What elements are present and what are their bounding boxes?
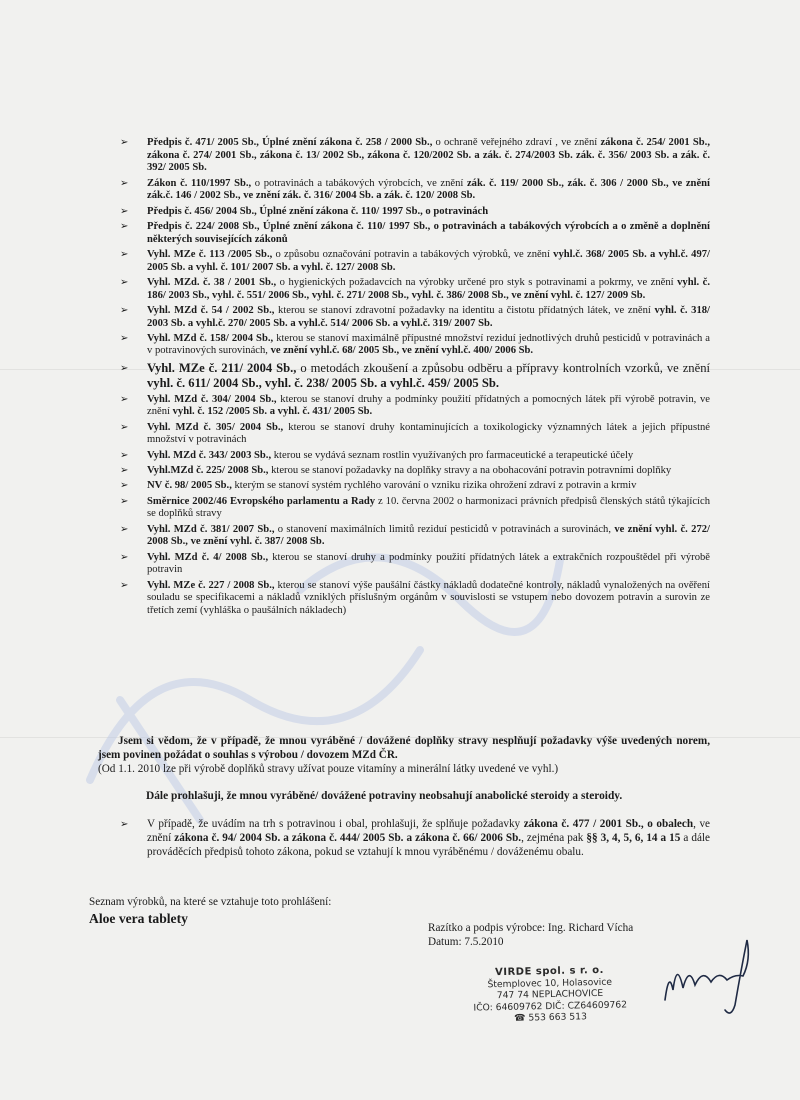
legislation-item — [120, 221, 710, 246]
legislation-amendments: vyhl. č. 186/ 2003 Sb., vyhl. č. 551/ 2006 Sb., vyhl. č. 271/ 2008 Sb., vyhl. č. 386/ 2008 Sb., ve znění vyhl. č. 127/ 2009 Sb. — [147, 276, 711, 301]
legislation-amendments: ve znění vyhl.č. 68/ 2005 Sb., ve znění vyhl.č. 400/ 2006 Sb. — [270, 345, 534, 357]
legislation-reference: Vyhl. MZd č. 381/ 2007 Sb., — [147, 523, 275, 535]
arrow-bullet-icon: ➢ — [120, 276, 129, 288]
arrow-bullet-icon: ➢ — [120, 465, 129, 477]
legislation-description: o potravinách a tabákových výrobcích, ve znění — [251, 177, 467, 189]
legislation-amendments: zákona č. 254/ 2001 Sb., zákona č. 274/ 2001 Sb., zákona č. 13/ 2002 Sb., zákona č. 120/2002 Sb. a zák. č. 274/2003 Sb. zák. č. 356/ 2003 Sb. a zák. č. 392/ 2005 Sb. — [147, 137, 710, 174]
arrow-bullet-icon: ➢ — [120, 177, 129, 189]
stamp-phone: ☎ 553 663 513 — [513, 1011, 587, 1024]
legislation-item — [120, 552, 710, 577]
legislation-item — [120, 394, 710, 419]
legislation-item — [120, 333, 710, 358]
legislation-description: o ochraně veřejného zdraví , ve znění — [432, 137, 601, 148]
packaging-text: V případě, že uvádím na trh s potravinou i obal, prohlašuji, že splňuje požadavky — [147, 818, 524, 830]
arrow-bullet-icon: ➢ — [120, 523, 129, 535]
legislation-item — [120, 580, 710, 618]
legislation-item — [120, 249, 710, 274]
product-name: Aloe vera tablety — [89, 911, 188, 926]
packaging-sections: §§ 3, 4, 5, 6, 14 a 15 — [586, 831, 681, 844]
legislation-reference: Vyhl. MZd č. 54 / 2002 Sb., — [147, 304, 275, 316]
legislation-amendments: vyhl. č. 611/ 2004 Sb., vyhl. č. 238/ 2005 Sb. a vyhl.č. 459/ 2005 Sb. — [147, 375, 499, 390]
legislation-description: kterou se stanoví maximálně přípustné množství reziduí jednotlivých druhů pesticidů v potravinách a v potravinových surovinách, — [147, 332, 711, 357]
arrow-bullet-icon: ➢ — [120, 819, 129, 830]
legislation-item — [120, 422, 710, 447]
legislation-reference: Vyhl. MZd č. 158/ 2004 Sb., — [147, 332, 274, 344]
declaration-note: (Od 1.1. 2010 lze při výrobě doplňků stravy užívat pouze vitamíny a minerální látky uvedené ve vyhl.) — [98, 762, 559, 775]
legislation-item — [120, 178, 710, 203]
legislation-amendments: ve znění vyhl. č. 272/ 2008 Sb., ve znění vyhl. č. 387/ 2008 Sb. — [147, 523, 710, 548]
packaging-amendments: zákona č. 94/ 2004 Sb. a zákona č. 444/ 2005 Sb. a zákona č. 66/ 2006 Sb. — [174, 831, 522, 844]
declaration-steroids: Dále prohlašuji, že mnou vyráběné/ dovážené potraviny neobsahují anabolické steroidy a steroidy. — [146, 790, 623, 802]
legislation-item — [120, 137, 710, 175]
arrow-bullet-icon: ➢ — [120, 551, 129, 563]
legislation-amendments: vyhl. č. 152 /2005 Sb. a vyhl. č. 431/ 2005 Sb. — [172, 406, 373, 418]
legislation-item — [120, 305, 710, 330]
legislation-amendments: zák. č. 119/ 2000 Sb., zák. č. 306 / 2000 Sb., ve znění zák.č. 146 / 2002 Sb., ve znění zák. č. 316/ 2004 Sb. a zák. č. 120/ 2008 Sb. — [147, 177, 710, 202]
company-stamp — [469, 964, 630, 1025]
legislation-reference: Vyhl. MZe č. 227 / 2008 Sb., — [147, 579, 275, 591]
packaging-declaration — [120, 818, 710, 859]
date-line: Datum: 7.5.2010 — [428, 936, 504, 948]
arrow-bullet-icon: ➢ — [120, 332, 129, 344]
legislation-reference: Vyhl. MZe č. 211/ 2004 Sb., — [147, 360, 297, 375]
legislation-description: o metodách zkoušení a způsobu odběru a přípravy kontrolních vzorků, ve znění — [296, 360, 710, 375]
legislation-description: kterou se stanoví zdravotní požadavky na identitu a čistotu přídatných látek, ve znění — [274, 304, 655, 316]
legislation-description: kterou se vydává seznam rostlin využívaných pro farmaceutické a terapeutické účely — [271, 449, 634, 461]
legislation-description: kterou se stanoví výše paušální částky nákladů dodatečné kontroly, nákladů vynaložených na ověření souladu se specifikacemi a nákladů vzniklých příslušným orgánům v souvislosti se vstupem nebo dovozem potravin a surovin ze třetích zemí (vyhláška o paušálních nákladech) — [147, 579, 710, 616]
legislation-amendments: vyhl.č. 368/ 2005 Sb. a vyhl.č. 497/ 2005 Sb. a vyhl. č. 101/ 2007 Sb. a vyhl. č. 127/ 2008 Sb. — [147, 248, 711, 273]
legislation-reference: Předpis č. 224/ 2008 Sb., Úplné znění zákona č. 110/ 1997 Sb., o potravinách a tabákových výrobcích a o změně a doplnění některých souvisejících zákonů — [147, 220, 710, 245]
arrow-bullet-icon: ➢ — [120, 137, 129, 148]
product-list-label: Seznam výrobků, na které se vztahuje toto prohlášení: — [89, 896, 332, 908]
legislation-reference: Vyhl. MZe č. 113 /2005 Sb., — [147, 248, 273, 260]
legislation-reference: Vyhl. MZd č. 304/ 2004 Sb., — [147, 393, 277, 405]
legislation-item — [120, 465, 710, 478]
legislation-description: kterou se stanoví druhy a podmínky použití přídatných látek a extrakčních rozpouštědel při výrobě potravin — [147, 551, 710, 576]
arrow-bullet-icon: ➢ — [120, 480, 129, 492]
legislation-reference: Vyhl.MZd č. 225/ 2008 Sb., — [147, 465, 269, 477]
legislation-item — [120, 206, 710, 219]
legislation-description: o stanovení maximálních limitů reziduí pesticidů v potravinách a surovinách, — [274, 523, 615, 535]
legislation-reference: Předpis č. 471/ 2005 Sb., Úplné znění zákona č. 258 / 2000 Sb., — [147, 137, 433, 148]
legislation-description: kterou se stanoví druhy a podmínky použití přídatných a pomocných látek při výrobě potravin, ve znění — [147, 393, 710, 418]
legislation-description: z 10. června 2002 o harmonizaci právních předpisů členských států týkajících se doplňků stravy — [147, 495, 710, 520]
legislation-reference: Směrnice 2002/46 Evropského parlamentu a Rady — [147, 495, 376, 507]
arrow-bullet-icon: ➢ — [120, 205, 129, 217]
legislation-reference: Předpis č. 456/ 2004 Sb., Úplné znění zákona č. 110/ 1997 Sb., o potravinách — [147, 205, 489, 217]
legislation-reference: NV č. 98/ 2005 Sb., — [147, 480, 232, 492]
legislation-item — [120, 480, 710, 493]
legislation-list — [120, 137, 710, 620]
declaration-section — [98, 735, 710, 776]
legislation-reference: Zákon č. 110/1997 Sb., — [147, 177, 252, 189]
arrow-bullet-icon: ➢ — [120, 304, 129, 316]
legislation-item — [120, 496, 710, 521]
legislation-description: o způsobu označování potravin a tabákových výrobků, ve znění — [272, 248, 554, 260]
legislation-reference: Vyhl. MZd č. 343/ 2003 Sb., — [147, 449, 272, 461]
legislation-description: kterou se stanoví druhy kontaminujících a toxikologicky významných látek a jejich přípustné množství v potravinách — [147, 421, 711, 446]
stamp-ids: IČO: 64609762 DIČ: CZ64609762 — [473, 998, 628, 1014]
legislation-item — [120, 450, 710, 463]
arrow-bullet-icon: ➢ — [120, 449, 129, 461]
legislation-amendments: vyhl. č. 318/ 2003 Sb. a vyhl.č. 270/ 2005 Sb. a vyhl.č. 514/ 2006 Sb. a vyhl.č. 319/ 2007 Sb. — [147, 304, 711, 329]
arrow-bullet-icon: ➢ — [120, 579, 129, 591]
legislation-item — [120, 524, 710, 549]
handwritten-signature — [655, 930, 765, 1020]
signature-line: Razítko a podpis výrobce: Ing. Richard Vícha — [428, 922, 634, 934]
arrow-bullet-icon: ➢ — [120, 220, 129, 232]
declaration-approval: Jsem si vědom, že v případě, že mnou vyráběné / dovážené doplňky stravy nesplňují požadavky výše uvedených norem, jsem povinen požádat o souhlas s výrobou / dovozem MZd ČR. — [98, 735, 710, 761]
packaging-text: a dále prováděcích předpisů tohoto zákona, pokud se vztahují k mnou vyráběnému / dováženému obalu. — [147, 831, 710, 858]
packaging-law: zákona č. 477 / 2001 Sb., o obalech — [523, 818, 694, 830]
legislation-description: kterým se stanoví systém rychlého varování o vzniku rizika ohrožení zdraví z potravin a krmiv — [231, 480, 637, 492]
legislation-description: o hygienických požadavcích na výrobky určené pro styk s potravinami a pokrmy, ve znění — [276, 276, 678, 288]
packaging-text: , zejména pak — [521, 831, 587, 844]
packaging-text: , ve znění — [147, 818, 711, 844]
arrow-bullet-icon: ➢ — [120, 495, 129, 507]
legislation-reference: Vyhl. MZd. č. 38 / 2001 Sb., — [147, 276, 277, 288]
stamp-street: Štemplovec 10, Holasovice — [487, 976, 613, 990]
arrow-bullet-icon: ➢ — [120, 362, 129, 374]
signature-block — [428, 921, 633, 949]
legislation-reference: Vyhl. MZd č. 305/ 2004 Sb., — [147, 421, 284, 433]
stamp-city: 747 74 NEPLACHOVICE — [496, 987, 604, 1002]
legislation-description: kterou se stanoví požadavky na doplňky stravy a na obohacování potravin potravními doplňky — [268, 465, 672, 477]
legislation-item — [120, 361, 710, 391]
stamp-company: VIRDE spol. s r. o. — [494, 964, 605, 979]
arrow-bullet-icon: ➢ — [120, 421, 129, 433]
legislation-item — [120, 277, 710, 302]
arrow-bullet-icon: ➢ — [120, 393, 129, 405]
legislation-reference: Vyhl. MZd č. 4/ 2008 Sb., — [147, 551, 269, 563]
arrow-bullet-icon: ➢ — [120, 248, 129, 260]
